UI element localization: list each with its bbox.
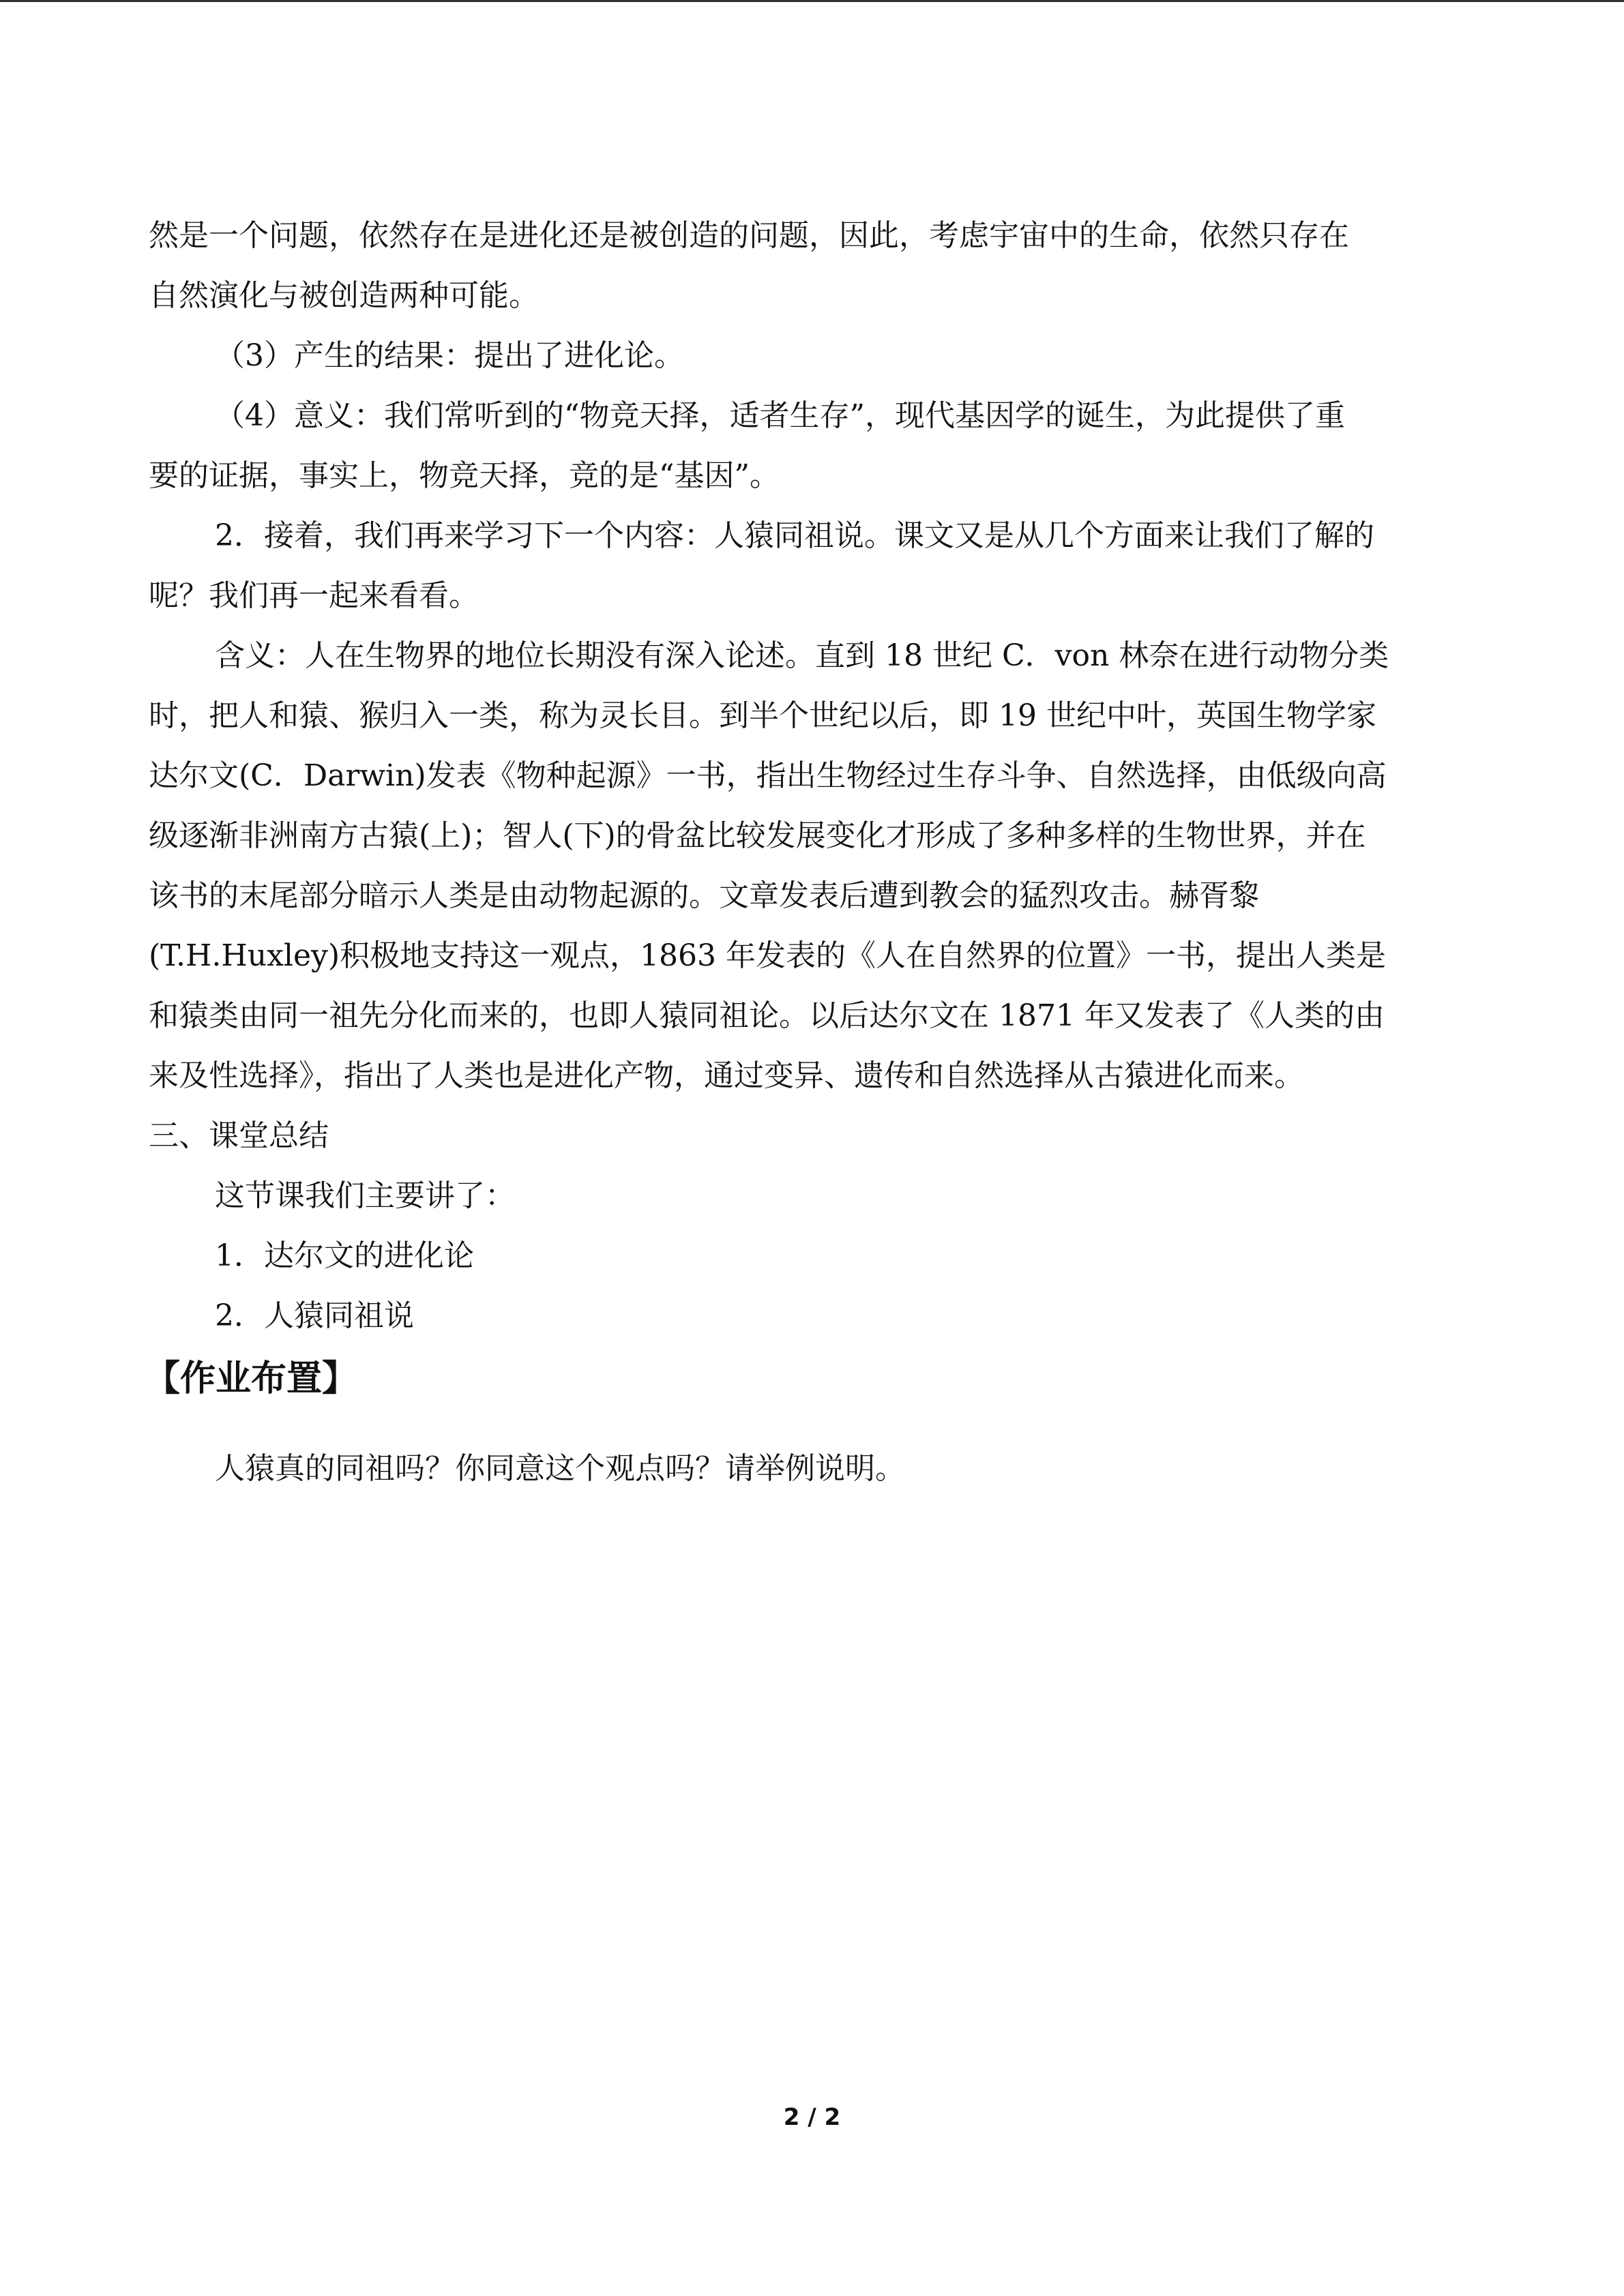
paragraph-line: 2．接着，我们再来学习下一个内容：人猿同祖说。课文又是从几个方面来让我们了解的 bbox=[215, 518, 1374, 553]
paragraph-line: (T.H.Huxley)积极地支持这一观点，1863 年发表的《人在自然界的位置》一书，提出人类是 bbox=[149, 938, 1387, 973]
paragraph-line: 该书的末尾部分暗示人类是由动物起源的。文章发表后遭到教会的猛烈攻击。赫胥黎 bbox=[149, 878, 1259, 913]
document-body bbox=[145, 206, 1479, 1499]
paragraph-line: 时，把人和猿、猴归入一类，称为灵长目。到半个世纪以后，即 19 世纪中叶，英国生物学家 bbox=[149, 698, 1376, 733]
paragraph-line: （4）意义：我们常听到的“物竞天择，适者生存”，现代基因学的诞生，为此提供了重 bbox=[215, 398, 1345, 433]
paragraph-line: 来及性选择》，指出了人类也是进化产物，通过变异、遗传和自然选择从古猿进化而来。 bbox=[149, 1058, 1304, 1093]
paragraph-line: 呢？我们再一起来看看。 bbox=[149, 578, 479, 613]
spacer bbox=[149, 1412, 1479, 1439]
paragraph-line: 这节课我们主要讲了： bbox=[215, 1178, 515, 1213]
paragraph-line: 自然演化与被创造两种可能。 bbox=[149, 278, 539, 313]
paragraph-line: 级逐渐非洲南方古猿(上)；智人(下)的骨盆比较发展变化才形成了多种多样的生物世界，并在 bbox=[149, 818, 1366, 853]
homework-heading: 【作业布置】 bbox=[145, 1358, 358, 1399]
list-item: 1．达尔文的进化论 bbox=[215, 1238, 474, 1273]
homework-text: 人猿真的同祖吗？你同意这个观点吗？请举例说明。 bbox=[215, 1451, 905, 1486]
paragraph-line: 和猿类由同一祖先分化而来的，也即人猿同祖论。以后达尔文在 1871 年又发表了《人类的由 bbox=[149, 998, 1385, 1033]
paragraph-line: 然是一个问题，依然存在是进化还是被创造的问题，因此，考虑宇宙中的生命，依然只存在 bbox=[149, 218, 1349, 253]
top-border bbox=[0, 0, 1624, 2]
paragraph-line: 要的证据，事实上，物竞天择，竞的是“基因”。 bbox=[149, 458, 780, 493]
paragraph-line: （3）产生的结果：提出了进化论。 bbox=[215, 338, 684, 373]
paragraph-line: 达尔文(C．Darwin)发表《物种起源》一书，指出生物经过生存斗争、自然选择，由低级向高 bbox=[149, 758, 1387, 793]
page-number: 2 / 2 bbox=[783, 2104, 841, 2131]
list-item: 2．人猿同祖说 bbox=[215, 1298, 414, 1333]
section-heading: 三、课堂总结 bbox=[149, 1118, 329, 1153]
paragraph-line: 含义：人在生物界的地位长期没有深入论述。直到 18 世纪 C．von 林奈在进行动物分类 bbox=[215, 638, 1389, 673]
